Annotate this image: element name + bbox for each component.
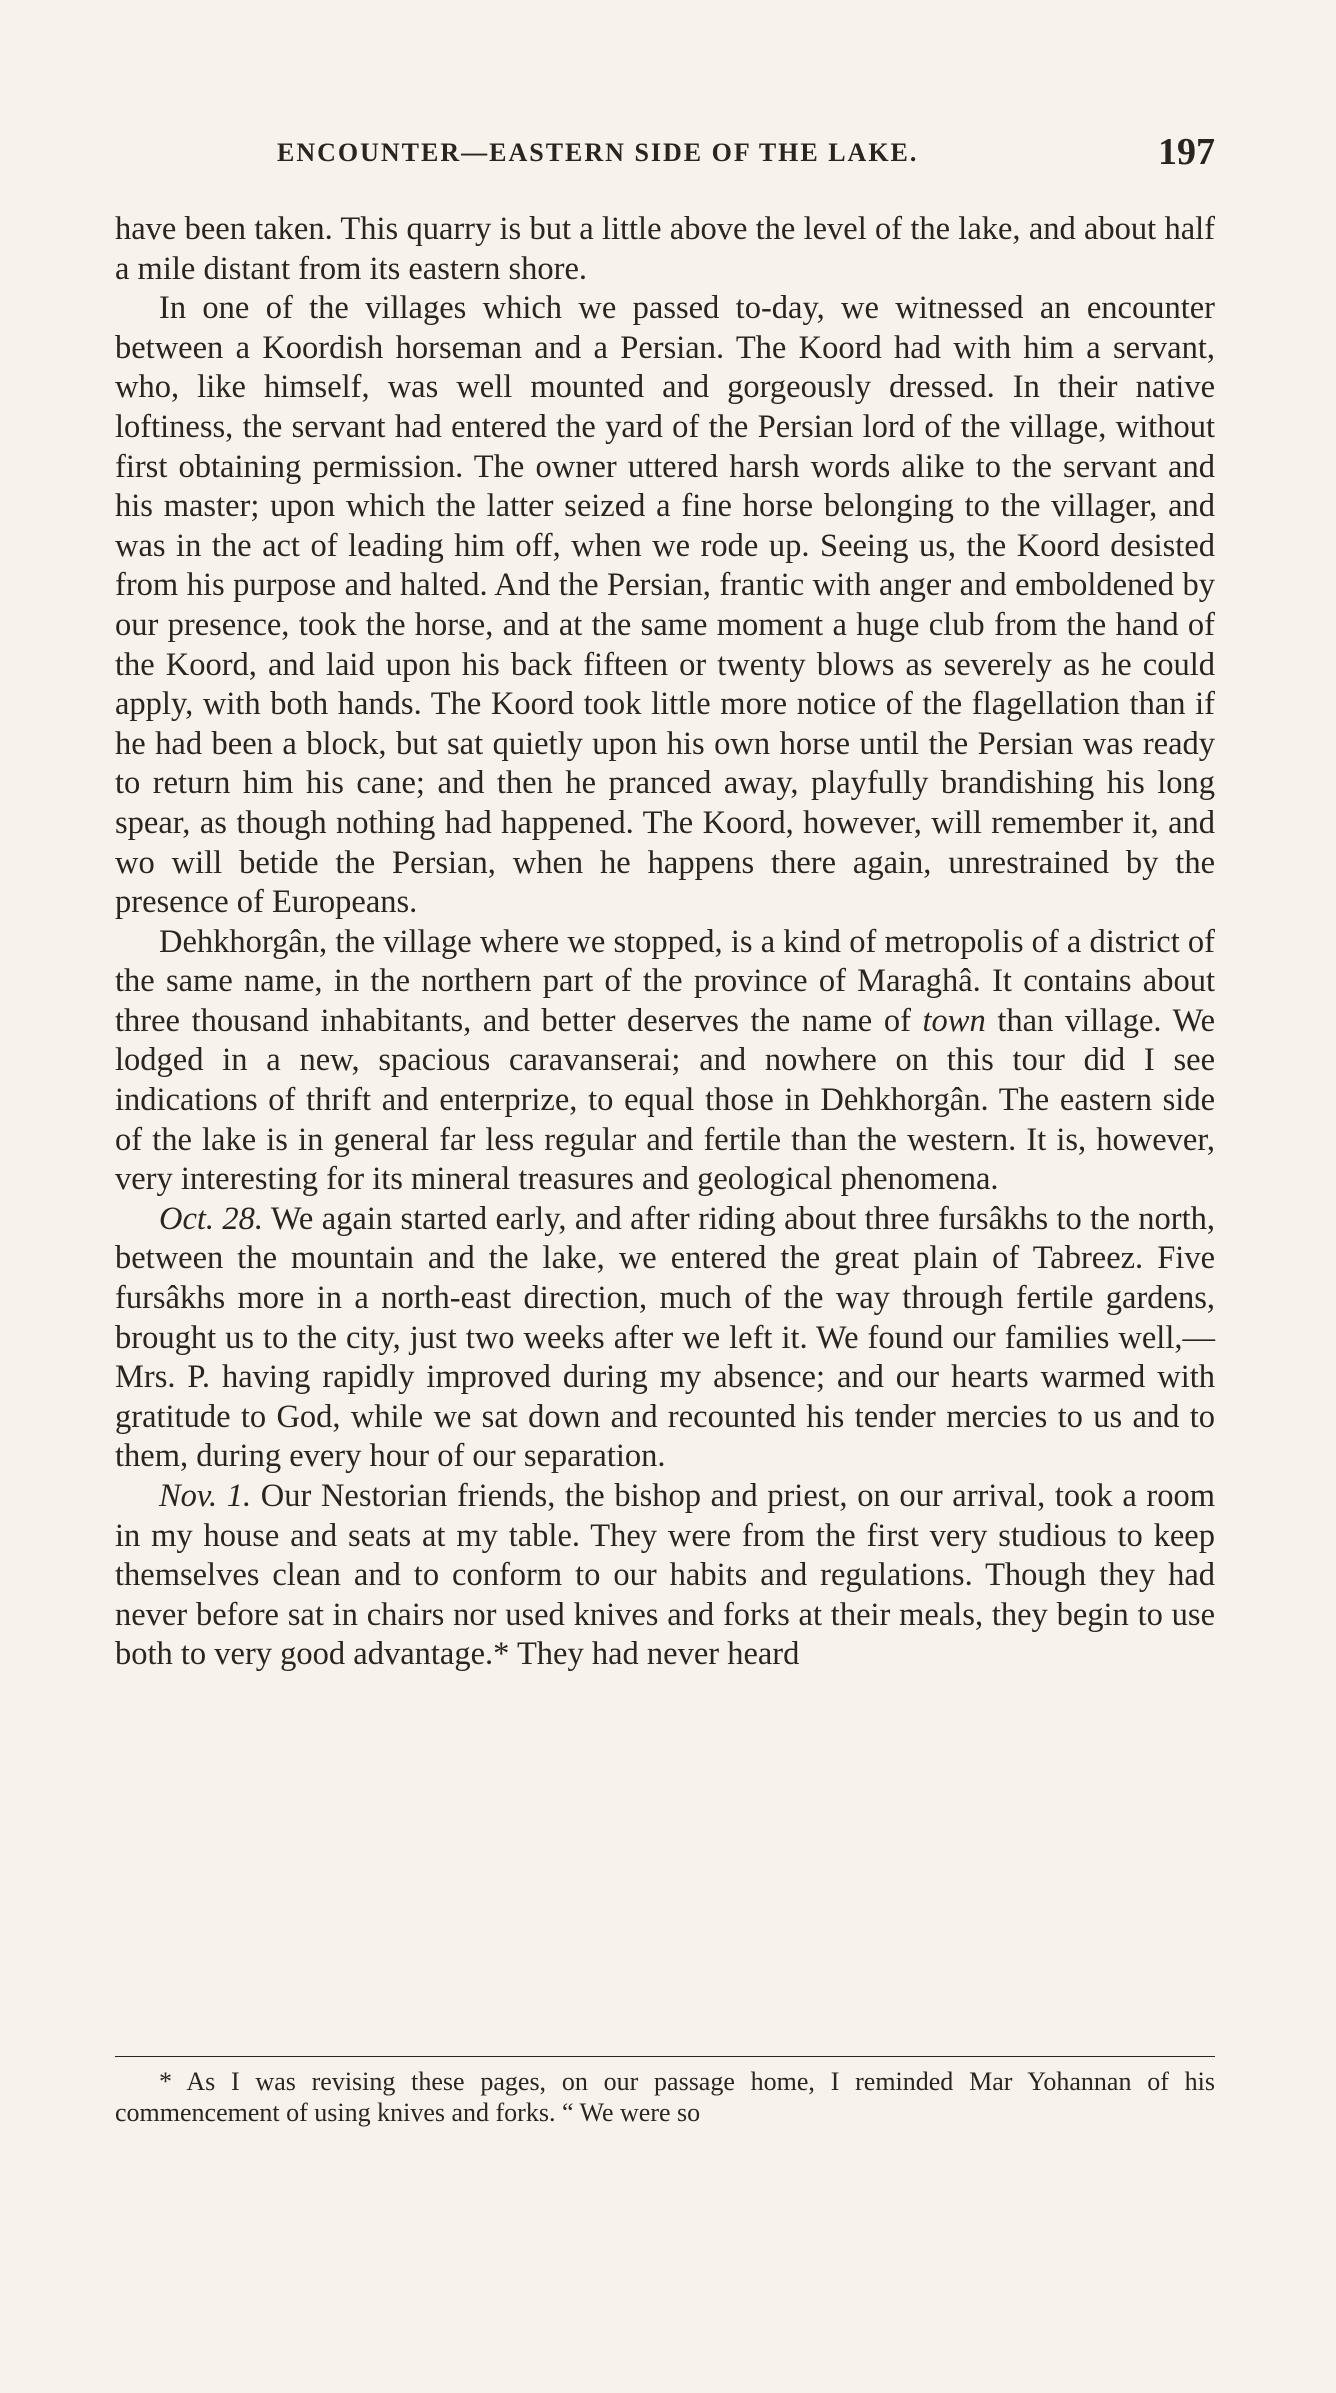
paragraph [115,923,1215,1200]
diary-entry [115,1477,1215,1675]
footnote-text: * As I was revising these pages, on our passage home, I reminded Mar Yohannan of his commencement of using knives and forks. “ We were so [115,2067,1215,2127]
italic-word: town [922,1002,986,1039]
paragraph-text: have been taken. This quarry is but a little above the level of the lake, and about half a mile distant from its eastern shore. [115,211,1215,287]
entry-date: Oct. 28. [159,1200,264,1237]
paragraph [115,210,1215,289]
paragraph-text: Our Nestorian friends, the bishop and priest, on our arrival, took a room in my house and seats at my table. They were from the first very studious to keep themselves clean and to conform to our habits and regulations. Though they had never before sat in chairs nor used knives and forks at their meals, they begin to use both to very good advantage.* They had never heard [115,1478,1215,1673]
paragraph-text: Dehkhorgân, the village where we stopped, is a kind of metropolis of a district of the same name, in the northern part of the province of Maraghâ. It contains about three thousand inhabitants, and better deserves the name of [115,923,1215,1039]
footnote [115,2066,1215,2128]
page-number: 197 [1158,131,1215,173]
entry-date: Nov. 1. [159,1478,252,1514]
paragraph-text: We again started early, and after riding about three fursâkhs to the north, between the mountain and the lake, we entered the great plain of Tabreez. Five fursâkhs more in a north-east direction, much of the way through fertile gardens, brought us to the city, just two weeks after we left it. We found our families well,—Mrs. P. having rapidly improved during my absence; and our hearts warmed with gratitude to God, while we sat down and recounted his tender mercies to us and to them, during every hour of our separation. [115,1200,1215,1475]
paragraph-text: than village. We lodged in a new, spacious caravanserai; and nowhere on this tour did I see indications of thrift and enterprize, to equal those in Dehkhorgân. The eastern side of the lake is in general far less regular and fertile than the western. It is, however, very interesting for its mineral treasures and geological phenomena. [115,1002,1216,1198]
paragraph-text: In one of the villages which we passed to-day, we witnessed an encounter between a Koordish horseman and a Persian. The Koord had with him a servant, who, like himself, was well mounted and gorgeously dressed. In their native loftiness, the servant had entered the yard of the Persian lord of the village, without first obtaining permission. The owner uttered harsh words alike to the servant and his master; upon which the latter seized a fine horse belonging to the villager, and was in the act of leading him off, when we rode up. Seeing us, the Koord desisted from his purpose and halted. And the Persian, frantic with anger and emboldened by our presence, took the horse, and at the same moment a huge club from the hand of the Koord, and laid upon his back fifteen or twenty blows as severely as he could apply, with both hands. The Koord took little more notice of the flagellation than if he had been a block, but sat quietly upon his own horse until the Persian was ready to return him his cane; and then he pranced away, playfully brandishing his long spear, as though nothing had happened. The Koord, however, will remember it, and wo will betide the Persian, when he happens there again, unrestrained by the presence of Europeans. [115,290,1215,921]
footnote-rule [115,2056,1215,2057]
page-header [115,130,1215,178]
running-title: ENCOUNTER—EASTERN SIDE OF THE LAKE. [277,138,919,167]
body-text [115,210,1215,1675]
paragraph [115,289,1215,923]
diary-entry [115,1200,1215,1477]
